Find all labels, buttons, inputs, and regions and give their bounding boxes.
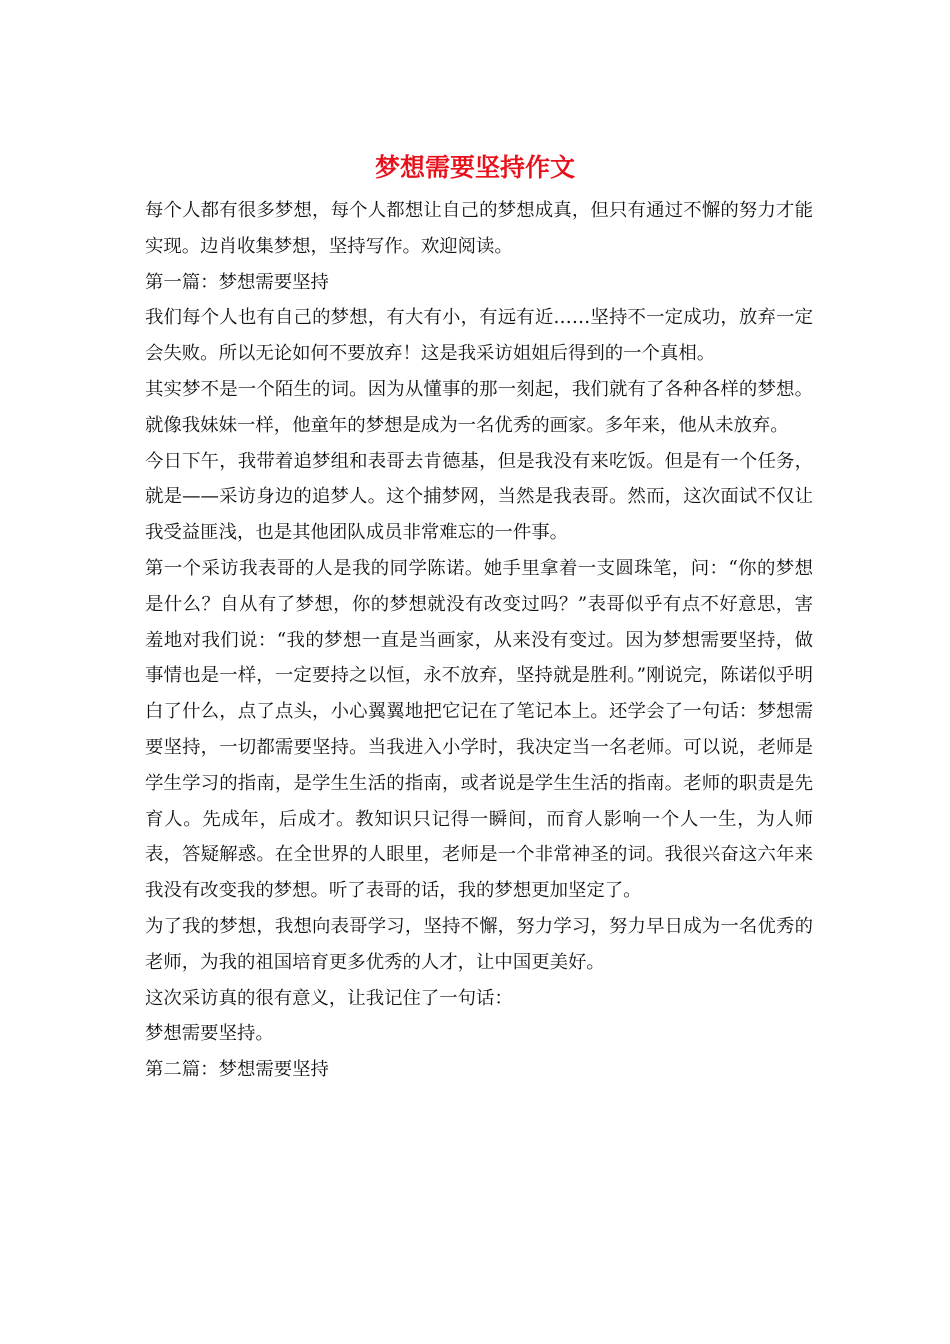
paragraph: 梦想需要坚持。 (145, 1023, 274, 1045)
paragraph-intro: 每个人都有很多梦想，每个人都想让自己的梦想成真，但只有通过不懈的努力才能实现。边肖收集梦想，坚持写作。欢迎阅读。 (145, 200, 813, 257)
section-heading-2: 第二篇：梦想需要坚持 (145, 1059, 329, 1081)
paragraph: 其实梦不是一个陌生的词。因为从懂事的那一刻起，我们就有了各种各样的梦想。就像我妹妹一样，他童年的梦想是成为一名优秀的画家。多年来，他从未放弃。 (145, 378, 813, 436)
paragraph: 为了我的梦想，我想向表哥学习，坚持不懈，努力学习，努力早日成为一名优秀的老师，为我的祖国培育更多优秀的人才，让中国更美好。 (145, 915, 813, 973)
document-title: 梦想需要坚持作文 (374, 153, 575, 182)
document-body (145, 193, 813, 1088)
paragraph: 我们每个人也有自己的梦想，有大有小，有远有近……坚持不一定成功，放弃一定会失败。所以无论如何不要放弃！这是我采访姐姐后得到的一个真相。 (145, 307, 813, 365)
section-heading-1: 第一篇：梦想需要坚持 (145, 271, 329, 293)
paragraph: 第一个采访我表哥的人是我的同学陈诺。她手里拿着一支圆珠笔，问：“你的梦想是什么？自从有了梦想，你的梦想就没有改变过吗？”表哥似乎有点不好意思，害羞地对我们说：“我的梦想一直是当画家，从来没有变过。因为梦想需要坚持，做事情也是一样，一定要持之以恒，永不放弃，坚持就是胜利。”刚说完，陈诺似乎明白了什么，点了点头，小心翼翼地把它记在了笔记本上。还学会了一句话：梦想需要坚持，一切都需要坚持。当我进入小学时，我决定当一名老师。可以说，老师是学生学习的指南，是学生生活的指南，或者说是学生生活的指南。老师的职责是先育人。先成年，后成才。教知识只记得一瞬间，而育人影响一个人一生，为人师表，答疑解惑。在全世界的人眼里，老师是一个非常神圣的词。我很兴奋这六年来我没有改变我的梦想。听了表哥的话，我的梦想更加坚定了。 (145, 557, 813, 902)
paragraph: 今日下午，我带着追梦组和表哥去肯德基，但是我没有来吃饭。但是有一个任务，就是——采访身边的追梦人。这个捕梦网，当然是我表哥。然而，这次面试不仅让我受益匪浅，也是其他团队成员非常难忘的一件事。 (145, 450, 813, 544)
paragraph: 这次采访真的很有意义，让我记住了一句话： (145, 987, 513, 1009)
